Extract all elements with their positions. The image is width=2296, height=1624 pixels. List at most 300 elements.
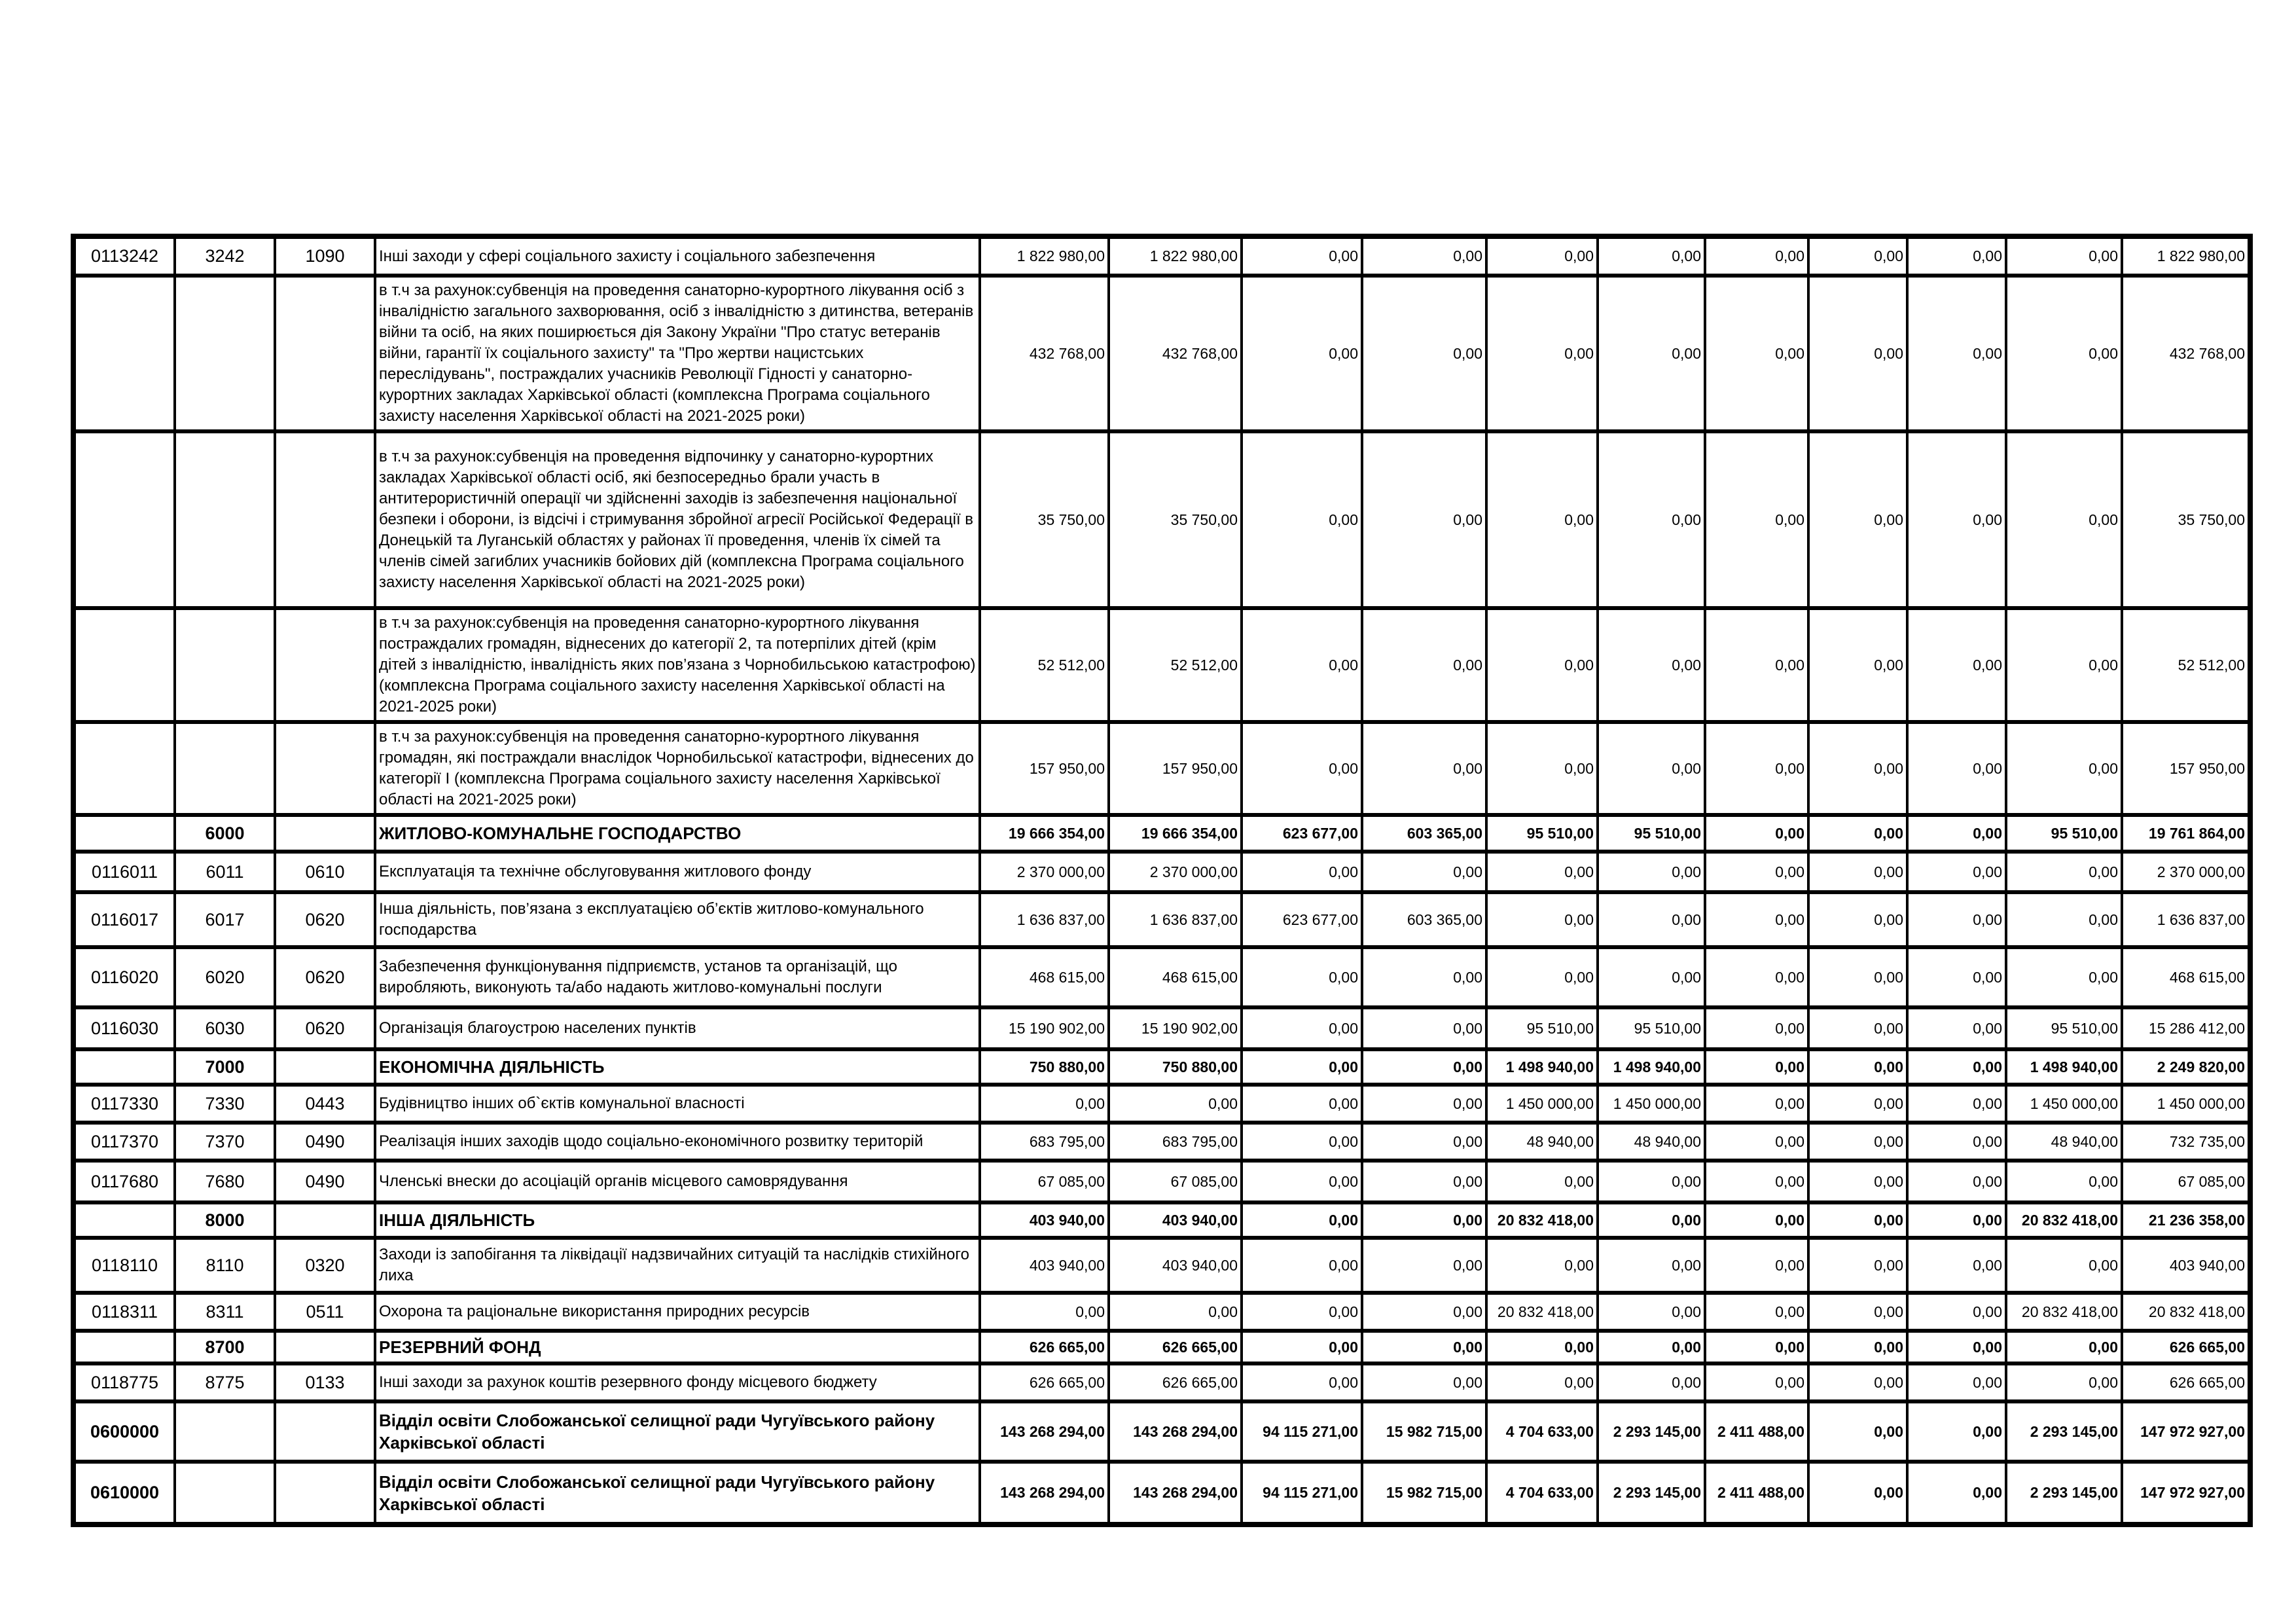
- cell-name: ЖИТЛОВО-КОМУНАЛЬНЕ ГОСПОДАРСТВО: [375, 815, 980, 852]
- cell-value: 683 795,00: [980, 1123, 1109, 1161]
- cell-value: 0,00: [1362, 1161, 1486, 1202]
- cell-value: 0,00: [1362, 1007, 1486, 1049]
- cell-value: 0,00: [1705, 1331, 1808, 1363]
- cell-value: 0,00: [1808, 1049, 1907, 1085]
- cell-value: 1 636 837,00: [1109, 892, 1242, 947]
- cell-value: 403 940,00: [1109, 1202, 1242, 1238]
- cell-code-program: 0116017: [73, 892, 175, 947]
- cell-value: 1 498 940,00: [1486, 1049, 1598, 1085]
- cell-value: 0,00: [1808, 892, 1907, 947]
- cell-code-tpkvk: 7330: [175, 1085, 275, 1123]
- cell-value: 95 510,00: [1598, 815, 1705, 852]
- cell-code-kfk: [275, 431, 375, 608]
- cell-value: 0,00: [1242, 1238, 1362, 1293]
- cell-code-program: 0600000: [73, 1401, 175, 1462]
- cell-code-kfk: 0490: [275, 1161, 375, 1202]
- cell-value: 0,00: [1907, 1007, 2006, 1049]
- cell-name: ІНША ДІЯЛЬНІСТЬ: [375, 1202, 980, 1238]
- cell-code-program: 0118775: [73, 1363, 175, 1401]
- cell-value: 1 450 000,00: [1598, 1085, 1705, 1123]
- cell-value: 143 268 294,00: [1109, 1462, 1242, 1525]
- cell-value: 0,00: [1486, 236, 1598, 276]
- table-row: [73, 947, 2250, 1007]
- cell-value: 626 665,00: [2122, 1331, 2250, 1363]
- cell-code-program: 0116030: [73, 1007, 175, 1049]
- cell-code-kfk: 0490: [275, 1123, 375, 1161]
- cell-value: 0,00: [1362, 1363, 1486, 1401]
- cell-value: 0,00: [1705, 1293, 1808, 1331]
- cell-code-kfk: [275, 815, 375, 852]
- cell-value: 0,00: [1598, 722, 1705, 815]
- cell-value: 0,00: [1808, 431, 1907, 608]
- cell-value: 626 665,00: [1109, 1363, 1242, 1401]
- cell-value: 0,00: [1907, 1161, 2006, 1202]
- cell-value: 67 085,00: [980, 1161, 1109, 1202]
- cell-value: 0,00: [2006, 947, 2122, 1007]
- cell-value: 0,00: [1705, 892, 1808, 947]
- table-row: [73, 815, 2250, 852]
- cell-code-program: [73, 1331, 175, 1363]
- cell-value: 0,00: [1907, 236, 2006, 276]
- cell-name: Заходи із запобігання та ліквідації надзвичайних ситуацій та наслідків стихійного лиха: [375, 1238, 980, 1293]
- cell-value: 48 940,00: [2006, 1123, 2122, 1161]
- cell-value: 21 236 358,00: [2122, 1202, 2250, 1238]
- cell-value: 0,00: [1242, 1202, 1362, 1238]
- cell-value: 1 498 940,00: [2006, 1049, 2122, 1085]
- cell-value: 0,00: [1907, 431, 2006, 608]
- cell-name: в т.ч за рахунок:субвенція на проведення санаторно-курортного лікування постраждалих громадян, віднесених до категорії 2, та потерпілих дітей (крім дітей з інвалідністю, інвалідність яких пов’язана з Чорнобильською катастрофою) (комплексна Програма соціального захисту населення Харківської області на 2021-2025 роки): [375, 608, 980, 722]
- cell-code-kfk: [275, 1401, 375, 1462]
- cell-value: 0,00: [1242, 1363, 1362, 1401]
- cell-value: 35 750,00: [980, 431, 1109, 608]
- cell-code-program: [73, 722, 175, 815]
- cell-value: 0,00: [1598, 947, 1705, 1007]
- cell-value: 0,00: [1598, 236, 1705, 276]
- cell-value: 0,00: [1362, 1202, 1486, 1238]
- cell-value: 0,00: [1907, 1331, 2006, 1363]
- cell-value: 0,00: [1705, 1085, 1808, 1123]
- cell-value: 1 822 980,00: [1109, 236, 1242, 276]
- table-row: [73, 1331, 2250, 1363]
- cell-value: 0,00: [2006, 852, 2122, 892]
- cell-value: 0,00: [1808, 1462, 1907, 1525]
- cell-value: 15 982 715,00: [1362, 1401, 1486, 1462]
- cell-value: 0,00: [1109, 1293, 1242, 1331]
- cell-value: 0,00: [1907, 1085, 2006, 1123]
- cell-name: Відділ освіти Слобожанської селищної ради Чугуївського району Харківської області: [375, 1401, 980, 1462]
- cell-value: 0,00: [1705, 852, 1808, 892]
- cell-code-program: [73, 431, 175, 608]
- cell-value: 0,00: [1598, 1238, 1705, 1293]
- cell-value: 0,00: [1808, 1363, 1907, 1401]
- cell-value: 683 795,00: [1109, 1123, 1242, 1161]
- table-row: [73, 1238, 2250, 1293]
- cell-name: Будівництво інших об`єктів комунальної власності: [375, 1085, 980, 1123]
- cell-value: 2 293 145,00: [2006, 1462, 2122, 1525]
- cell-value: 52 512,00: [980, 608, 1109, 722]
- cell-value: 0,00: [1598, 892, 1705, 947]
- cell-code-tpkvk: 6017: [175, 892, 275, 947]
- cell-value: 468 615,00: [1109, 947, 1242, 1007]
- cell-value: 0,00: [1486, 608, 1598, 722]
- cell-value: 0,00: [1808, 1331, 1907, 1363]
- cell-value: 0,00: [1242, 276, 1362, 431]
- cell-code-program: 0116011: [73, 852, 175, 892]
- cell-code-tpkvk: 6030: [175, 1007, 275, 1049]
- cell-value: 2 249 820,00: [2122, 1049, 2250, 1085]
- cell-value: 157 950,00: [980, 722, 1109, 815]
- cell-value: 35 750,00: [1109, 431, 1242, 608]
- cell-value: 15 190 902,00: [980, 1007, 1109, 1049]
- cell-value: 0,00: [1907, 1401, 2006, 1462]
- table-row: [73, 276, 2250, 431]
- cell-value: 94 115 271,00: [1242, 1462, 1362, 1525]
- cell-value: 0,00: [1808, 236, 1907, 276]
- cell-name: Інші заходи у сфері соціального захисту і соціального забезпечення: [375, 236, 980, 276]
- cell-value: 0,00: [1705, 431, 1808, 608]
- cell-value: 0,00: [1362, 1049, 1486, 1085]
- cell-name: Інші заходи за рахунок коштів резервного фонду місцевого бюджету: [375, 1363, 980, 1401]
- cell-value: 1 498 940,00: [1598, 1049, 1705, 1085]
- cell-value: 15 286 412,00: [2122, 1007, 2250, 1049]
- cell-value: 0,00: [1705, 1202, 1808, 1238]
- cell-value: 0,00: [1808, 947, 1907, 1007]
- cell-value: 0,00: [2006, 722, 2122, 815]
- cell-value: 0,00: [1598, 1363, 1705, 1401]
- cell-value: 2 411 488,00: [1705, 1462, 1808, 1525]
- cell-code-tpkvk: [175, 431, 275, 608]
- cell-value: 626 665,00: [1109, 1331, 1242, 1363]
- cell-value: 0,00: [1705, 1363, 1808, 1401]
- cell-value: 0,00: [1705, 1007, 1808, 1049]
- cell-value: 0,00: [1362, 276, 1486, 431]
- cell-value: 468 615,00: [2122, 947, 2250, 1007]
- cell-value: 603 365,00: [1362, 892, 1486, 947]
- cell-value: 468 615,00: [980, 947, 1109, 1007]
- table-row: [73, 236, 2250, 276]
- cell-value: 0,00: [1808, 276, 1907, 431]
- cell-value: 0,00: [1907, 1238, 2006, 1293]
- cell-value: 95 510,00: [1486, 815, 1598, 852]
- cell-value: 0,00: [2006, 236, 2122, 276]
- cell-value: 19 761 864,00: [2122, 815, 2250, 852]
- cell-value: 48 940,00: [1598, 1123, 1705, 1161]
- cell-name: Забезпечення функціонування підприємств, установ та організацій, що виробляють, виконують та/або надають житлово-комунальні послуги: [375, 947, 980, 1007]
- cell-value: 19 666 354,00: [1109, 815, 1242, 852]
- cell-name: в т.ч за рахунок:субвенція на проведення санаторно-курортного лікування громадян, які постраждали внаслідок Чорнобильської катастрофи, віднесених до категорії І (комплексна Програма соціального захисту населення Харківської області на 2021-2025 роки): [375, 722, 980, 815]
- table-row: [73, 1007, 2250, 1049]
- cell-value: 95 510,00: [1486, 1007, 1598, 1049]
- cell-value: 2 293 145,00: [1598, 1401, 1705, 1462]
- cell-code-program: 0610000: [73, 1462, 175, 1525]
- cell-value: 0,00: [1907, 1293, 2006, 1331]
- cell-value: 0,00: [1705, 608, 1808, 722]
- cell-code-kfk: 0620: [275, 892, 375, 947]
- cell-value: 1 822 980,00: [980, 236, 1109, 276]
- cell-value: 19 666 354,00: [980, 815, 1109, 852]
- cell-code-program: 0118110: [73, 1238, 175, 1293]
- table-row: [73, 1161, 2250, 1202]
- cell-code-program: 0116020: [73, 947, 175, 1007]
- cell-code-kfk: 0443: [275, 1085, 375, 1123]
- cell-value: 143 268 294,00: [980, 1462, 1109, 1525]
- cell-value: 432 768,00: [980, 276, 1109, 431]
- cell-value: 0,00: [1486, 431, 1598, 608]
- cell-value: 0,00: [1808, 1007, 1907, 1049]
- cell-value: 0,00: [1808, 722, 1907, 815]
- cell-value: 432 768,00: [1109, 276, 1242, 431]
- cell-value: 0,00: [1362, 852, 1486, 892]
- cell-code-program: [73, 1202, 175, 1238]
- cell-code-tpkvk: 3242: [175, 236, 275, 276]
- cell-value: 0,00: [1705, 947, 1808, 1007]
- cell-value: 0,00: [1486, 947, 1598, 1007]
- cell-value: 0,00: [1362, 1293, 1486, 1331]
- cell-value: 67 085,00: [1109, 1161, 1242, 1202]
- cell-value: 35 750,00: [2122, 431, 2250, 608]
- cell-value: 0,00: [980, 1293, 1109, 1331]
- cell-value: 0,00: [1242, 1007, 1362, 1049]
- cell-value: 603 365,00: [1362, 815, 1486, 852]
- cell-value: 1 636 837,00: [980, 892, 1109, 947]
- cell-name: Реалізація інших заходів щодо соціально-економічного розвитку територій: [375, 1123, 980, 1161]
- cell-value: 143 268 294,00: [1109, 1401, 1242, 1462]
- cell-value: 403 940,00: [980, 1238, 1109, 1293]
- cell-value: 2 293 145,00: [2006, 1401, 2122, 1462]
- cell-value: 0,00: [1907, 1202, 2006, 1238]
- cell-value: 0,00: [1907, 608, 2006, 722]
- cell-value: 0,00: [1598, 276, 1705, 431]
- cell-code-kfk: [275, 276, 375, 431]
- cell-value: 20 832 418,00: [2006, 1202, 2122, 1238]
- cell-value: 0,00: [1362, 1123, 1486, 1161]
- cell-value: 20 832 418,00: [1486, 1202, 1598, 1238]
- cell-value: 20 832 418,00: [2122, 1293, 2250, 1331]
- cell-name: Організація благоустрою населених пунктів: [375, 1007, 980, 1049]
- cell-value: 1 450 000,00: [1486, 1085, 1598, 1123]
- cell-value: 626 665,00: [980, 1363, 1109, 1401]
- cell-value: 0,00: [1907, 276, 2006, 431]
- cell-value: 20 832 418,00: [2006, 1293, 2122, 1331]
- cell-value: 0,00: [1486, 1331, 1598, 1363]
- cell-value: 750 880,00: [1109, 1049, 1242, 1085]
- cell-value: 0,00: [1808, 1238, 1907, 1293]
- cell-code-kfk: [275, 1331, 375, 1363]
- cell-value: 0,00: [1362, 236, 1486, 276]
- cell-code-tpkvk: 8700: [175, 1331, 275, 1363]
- cell-value: 0,00: [1705, 815, 1808, 852]
- cell-value: 48 940,00: [1486, 1123, 1598, 1161]
- cell-code-tpkvk: 6011: [175, 852, 275, 892]
- cell-value: 0,00: [1705, 1238, 1808, 1293]
- cell-value: 1 636 837,00: [2122, 892, 2250, 947]
- cell-value: 0,00: [1808, 1085, 1907, 1123]
- cell-code-tpkvk: 7370: [175, 1123, 275, 1161]
- cell-value: 0,00: [1808, 1123, 1907, 1161]
- cell-value: 0,00: [1486, 892, 1598, 947]
- cell-value: 403 940,00: [980, 1202, 1109, 1238]
- table-body: [73, 236, 2250, 1525]
- cell-value: 623 677,00: [1242, 815, 1362, 852]
- cell-value: 0,00: [1242, 852, 1362, 892]
- cell-value: 0,00: [1362, 947, 1486, 1007]
- cell-value: 1 450 000,00: [2122, 1085, 2250, 1123]
- cell-value: 20 832 418,00: [1486, 1293, 1598, 1331]
- cell-value: 52 512,00: [2122, 608, 2250, 722]
- cell-value: 0,00: [1362, 722, 1486, 815]
- cell-value: 157 950,00: [1109, 722, 1242, 815]
- cell-value: 626 665,00: [980, 1331, 1109, 1363]
- cell-code-kfk: [275, 722, 375, 815]
- cell-value: 0,00: [1109, 1085, 1242, 1123]
- cell-value: 0,00: [1907, 1462, 2006, 1525]
- cell-value: 0,00: [1705, 1123, 1808, 1161]
- cell-code-kfk: 0320: [275, 1238, 375, 1293]
- cell-value: 0,00: [2006, 1331, 2122, 1363]
- cell-value: 0,00: [1808, 852, 1907, 892]
- cell-code-kfk: [275, 608, 375, 722]
- cell-code-program: [73, 815, 175, 852]
- cell-code-tpkvk: 8775: [175, 1363, 275, 1401]
- cell-code-tpkvk: [175, 276, 275, 431]
- cell-value: 0,00: [1242, 236, 1362, 276]
- budget-table: [71, 234, 2253, 1527]
- cell-value: 0,00: [1907, 1049, 2006, 1085]
- cell-code-tpkvk: [175, 722, 275, 815]
- cell-code-kfk: [275, 1202, 375, 1238]
- cell-value: 0,00: [1242, 722, 1362, 815]
- cell-value: 0,00: [2006, 1363, 2122, 1401]
- cell-value: 0,00: [1486, 1161, 1598, 1202]
- cell-value: 0,00: [2006, 608, 2122, 722]
- cell-value: 0,00: [1598, 1161, 1705, 1202]
- cell-value: 0,00: [1242, 1331, 1362, 1363]
- cell-value: 626 665,00: [2122, 1363, 2250, 1401]
- cell-value: 0,00: [1808, 815, 1907, 852]
- cell-value: 0,00: [1242, 431, 1362, 608]
- cell-value: 2 370 000,00: [2122, 852, 2250, 892]
- cell-code-program: 0118311: [73, 1293, 175, 1331]
- cell-code-program: [73, 276, 175, 431]
- cell-value: 403 940,00: [2122, 1238, 2250, 1293]
- cell-value: 67 085,00: [2122, 1161, 2250, 1202]
- cell-value: 0,00: [1362, 1085, 1486, 1123]
- table-row: [73, 1462, 2250, 1525]
- cell-value: 0,00: [1242, 1293, 1362, 1331]
- cell-value: 4 704 633,00: [1486, 1401, 1598, 1462]
- cell-value: 432 768,00: [2122, 276, 2250, 431]
- cell-value: 0,00: [1705, 276, 1808, 431]
- table-row: [73, 892, 2250, 947]
- cell-value: 0,00: [2006, 1161, 2122, 1202]
- cell-value: 15 190 902,00: [1109, 1007, 1242, 1049]
- cell-name: в т.ч за рахунок:субвенція на проведення санаторно-курортного лікування осіб з інвалідністю загального захворювання, осіб з інвалідністю з дитинства, ветеранів війни та осіб, на яких поширюється дія Закону України "Про статус ветеранів війни, гарантії їх соціального захисту" та "Про жертви нацистських переслідувань", постраждалих учасників Революції Гідності у санаторно-курортних закладах Харківської області (комплексна Програма соціального захисту населення Харківської області на 2021-2025 роки): [375, 276, 980, 431]
- cell-code-program: 0117680: [73, 1161, 175, 1202]
- cell-value: 0,00: [1808, 608, 1907, 722]
- cell-value: 147 972 927,00: [2122, 1401, 2250, 1462]
- table-row: [73, 1049, 2250, 1085]
- cell-name: ЕКОНОМІЧНА ДІЯЛЬНІСТЬ: [375, 1049, 980, 1085]
- cell-name: Охорона та раціональне використання природних ресурсів: [375, 1293, 980, 1331]
- cell-value: 0,00: [1598, 852, 1705, 892]
- cell-value: 2 411 488,00: [1705, 1401, 1808, 1462]
- cell-value: 0,00: [1907, 815, 2006, 852]
- cell-value: 4 704 633,00: [1486, 1462, 1598, 1525]
- cell-value: 0,00: [1907, 1363, 2006, 1401]
- cell-value: 95 510,00: [2006, 815, 2122, 852]
- cell-value: 0,00: [1362, 1331, 1486, 1363]
- cell-code-kfk: [275, 1462, 375, 1525]
- cell-value: 0,00: [1598, 1331, 1705, 1363]
- cell-value: 0,00: [1808, 1161, 1907, 1202]
- cell-value: 1 450 000,00: [2006, 1085, 2122, 1123]
- cell-value: 403 940,00: [1109, 1238, 1242, 1293]
- cell-code-tpkvk: 7000: [175, 1049, 275, 1085]
- cell-code-tpkvk: 6000: [175, 815, 275, 852]
- cell-value: 0,00: [2006, 431, 2122, 608]
- cell-value: 2 370 000,00: [1109, 852, 1242, 892]
- table-row: [73, 608, 2250, 722]
- cell-code-tpkvk: 8000: [175, 1202, 275, 1238]
- cell-value: 2 370 000,00: [980, 852, 1109, 892]
- cell-code-program: 0117330: [73, 1085, 175, 1123]
- cell-value: 0,00: [1907, 892, 2006, 947]
- cell-value: 1 822 980,00: [2122, 236, 2250, 276]
- cell-code-program: 0117370: [73, 1123, 175, 1161]
- cell-value: 0,00: [1242, 608, 1362, 722]
- cell-code-kfk: 0620: [275, 947, 375, 1007]
- cell-value: 0,00: [1598, 1293, 1705, 1331]
- cell-value: 0,00: [1808, 1401, 1907, 1462]
- cell-name: Членські внески до асоціацій органів місцевого самоврядування: [375, 1161, 980, 1202]
- cell-value: 0,00: [2006, 892, 2122, 947]
- cell-value: 0,00: [1242, 947, 1362, 1007]
- table-row: [73, 722, 2250, 815]
- cell-value: 0,00: [1242, 1123, 1362, 1161]
- cell-value: 0,00: [1486, 1363, 1598, 1401]
- cell-value: 0,00: [1242, 1049, 1362, 1085]
- cell-code-program: [73, 1049, 175, 1085]
- cell-value: 95 510,00: [2006, 1007, 2122, 1049]
- cell-code-kfk: 1090: [275, 236, 375, 276]
- cell-value: 157 950,00: [2122, 722, 2250, 815]
- cell-value: 143 268 294,00: [980, 1401, 1109, 1462]
- cell-value: 0,00: [1598, 608, 1705, 722]
- cell-name: в т.ч за рахунок:субвенція на проведення відпочинку у санаторно-курортних закладах Харківської області осіб, які безпосередньо брали участь в антитерористичній операції чи здійсненні заходів із забезпечення національної безпеки і оборони, із відсічі і стримування збройної агресії Російської Федерації в Донецькій та Луганській областях у районах її проведення, членів їх сімей та членів сімей загиблих учасників бойових дій (комплексна Програма соціального захисту населення Харківської області на 2021-2025 роки): [375, 431, 980, 608]
- cell-code-tpkvk: 8311: [175, 1293, 275, 1331]
- cell-value: 0,00: [1705, 722, 1808, 815]
- cell-code-tpkvk: 7680: [175, 1161, 275, 1202]
- cell-value: 0,00: [1486, 276, 1598, 431]
- budget-table-container: [71, 234, 2253, 1527]
- cell-value: 0,00: [1598, 431, 1705, 608]
- cell-code-kfk: 0133: [275, 1363, 375, 1401]
- cell-value: 52 512,00: [1109, 608, 1242, 722]
- cell-value: 0,00: [1362, 608, 1486, 722]
- cell-value: 0,00: [1362, 431, 1486, 608]
- cell-value: 0,00: [1242, 1161, 1362, 1202]
- cell-value: 0,00: [2006, 276, 2122, 431]
- cell-value: 0,00: [1705, 236, 1808, 276]
- cell-value: 0,00: [1705, 1049, 1808, 1085]
- cell-value: 0,00: [1907, 1123, 2006, 1161]
- table-row: [73, 852, 2250, 892]
- table-row: [73, 1363, 2250, 1401]
- cell-value: 94 115 271,00: [1242, 1401, 1362, 1462]
- table-row: [73, 1085, 2250, 1123]
- cell-code-program: [73, 608, 175, 722]
- cell-code-tpkvk: [175, 1401, 275, 1462]
